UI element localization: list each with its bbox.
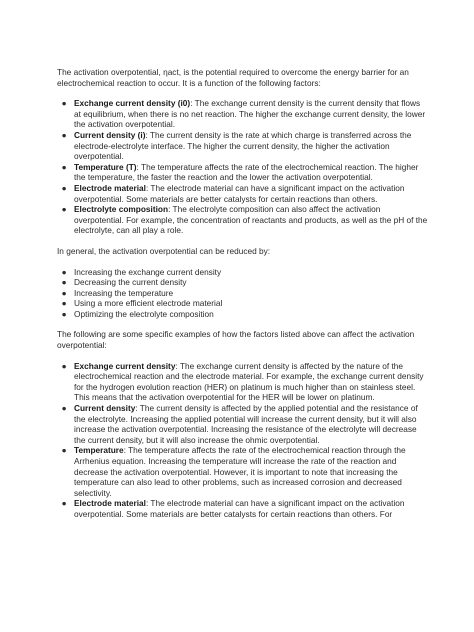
- bullet-icon: ●: [61, 403, 67, 414]
- list-item: [57, 130, 429, 162]
- bullet-icon: ●: [61, 360, 67, 371]
- reduce-item-text: Optimizing the electrolyte composition: [74, 308, 214, 319]
- factor-term: Electrode material: [74, 182, 146, 193]
- example-text: : The current density is affected by the applied potential and the resistance of the electrolyte. Increasing the applied potential will increase the current density, but it will also increase the activation overpotential. Increasing the resistance of the electrolyte will decrease the current density, but it will also increase the ohmic overpotential.: [74, 403, 418, 445]
- list-item: [57, 498, 429, 519]
- bullet-icon: ●: [61, 445, 67, 456]
- factor-term: Temperature (T): [74, 161, 137, 172]
- factor-text: : The exchange current density is the current density that flows at equilibrium, when there is no net reaction. The higher the exchange current density, the lower the activation overpotential.: [74, 98, 426, 130]
- list-item: [57, 298, 429, 309]
- list-item: [57, 204, 429, 236]
- factor-term: Electrolyte composition: [74, 204, 169, 215]
- example-text: : The electrode material can have a significant impact on the activation overpotential. Some materials are better catalysts for certain reactions than others. For: [74, 498, 405, 519]
- example-term: Exchange current density: [74, 360, 176, 371]
- reduce-item-text: Increasing the exchange current density: [74, 266, 222, 277]
- bullet-icon: ●: [61, 308, 67, 319]
- document-body: [57, 67, 429, 520]
- example-term: Temperature: [74, 445, 124, 456]
- bullet-icon: ●: [61, 298, 67, 309]
- factor-text: : The temperature affects the rate of the electrochemical reaction. The higher the temperature, the faster the reaction and the lower the activation overpotential.: [74, 161, 419, 183]
- list-item: [57, 277, 429, 288]
- bullet-icon: ●: [61, 161, 67, 172]
- list-item: [57, 445, 429, 498]
- bullet-icon: ●: [61, 277, 67, 288]
- example-term: Electrode material: [74, 498, 146, 509]
- example-text: : The exchange current density is affected by the nature of the electrochemical reaction and the electrode material. For example, the exchange current density for the hydrogen evolution reaction (HER) on platinum is much higher than on stainless steel. This means that the activation overpotential for the HER will be lower on platinum.: [74, 360, 424, 403]
- bullet-icon: ●: [61, 129, 67, 140]
- factor-term: Current density (i): [74, 129, 146, 140]
- examples-intro-paragraph: The following are some specific examples of how the factors listed above can affect the activation overpotential:: [57, 329, 415, 351]
- bullet-icon: ●: [61, 98, 67, 109]
- list-item: [57, 288, 429, 299]
- bullet-icon: ●: [61, 498, 67, 509]
- bullet-icon: ●: [61, 287, 67, 298]
- bullet-icon: ●: [61, 266, 67, 277]
- examples-list: [57, 361, 429, 520]
- list-item: [57, 183, 429, 204]
- bullet-icon: ●: [61, 182, 67, 193]
- intro-paragraph: The activation overpotential, ηact, is the potential required to overcome the energy barrier for an electrochemical reaction to occur. It is a function of the following factors:: [57, 67, 409, 88]
- list-item: [57, 267, 429, 278]
- reduce-item-text: Using a more efficient electrode material: [74, 298, 223, 309]
- list-item: [57, 361, 429, 403]
- factor-text: : The electrode material can have a significant impact on the activation overpotential. Some materials are better catalysts for certain reactions than others.: [74, 182, 405, 204]
- reduce-list: [57, 267, 429, 320]
- list-item: [57, 309, 429, 320]
- factors-list: [57, 98, 429, 236]
- reduce-intro-paragraph: In general, the activation overpotential can be reduced by:: [57, 245, 271, 256]
- factor-text: : The current density is the rate at which charge is transferred across the electrode-electrolyte interface. The higher the current density, the higher the activation overpotential.: [74, 129, 412, 162]
- factor-text: : The electrolyte composition can also affect the activation overpotential. For example, the concentration of reactants and products, as well as the pH of the electrolyte, can all play a role.: [74, 204, 428, 236]
- reduce-item-text: Increasing the temperature: [74, 287, 174, 298]
- list-item: [57, 162, 429, 183]
- reduce-item-text: Decreasing the current density: [74, 277, 187, 288]
- bullet-icon: ●: [61, 204, 67, 215]
- list-item: [57, 98, 429, 130]
- factor-term: Exchange current density (i0): [74, 98, 191, 109]
- list-item: [57, 403, 429, 445]
- example-term: Current density: [74, 403, 136, 414]
- example-text: : The temperature affects the rate of the electrochemical reaction through the Arrhenius equation. Increasing the temperature will increase the rate of the reaction and decrease the activation overpotential. However, it is important to note that increasing the temperature can also lead to other problems, such as increased corrosion and decreased selectivity.: [74, 445, 406, 498]
